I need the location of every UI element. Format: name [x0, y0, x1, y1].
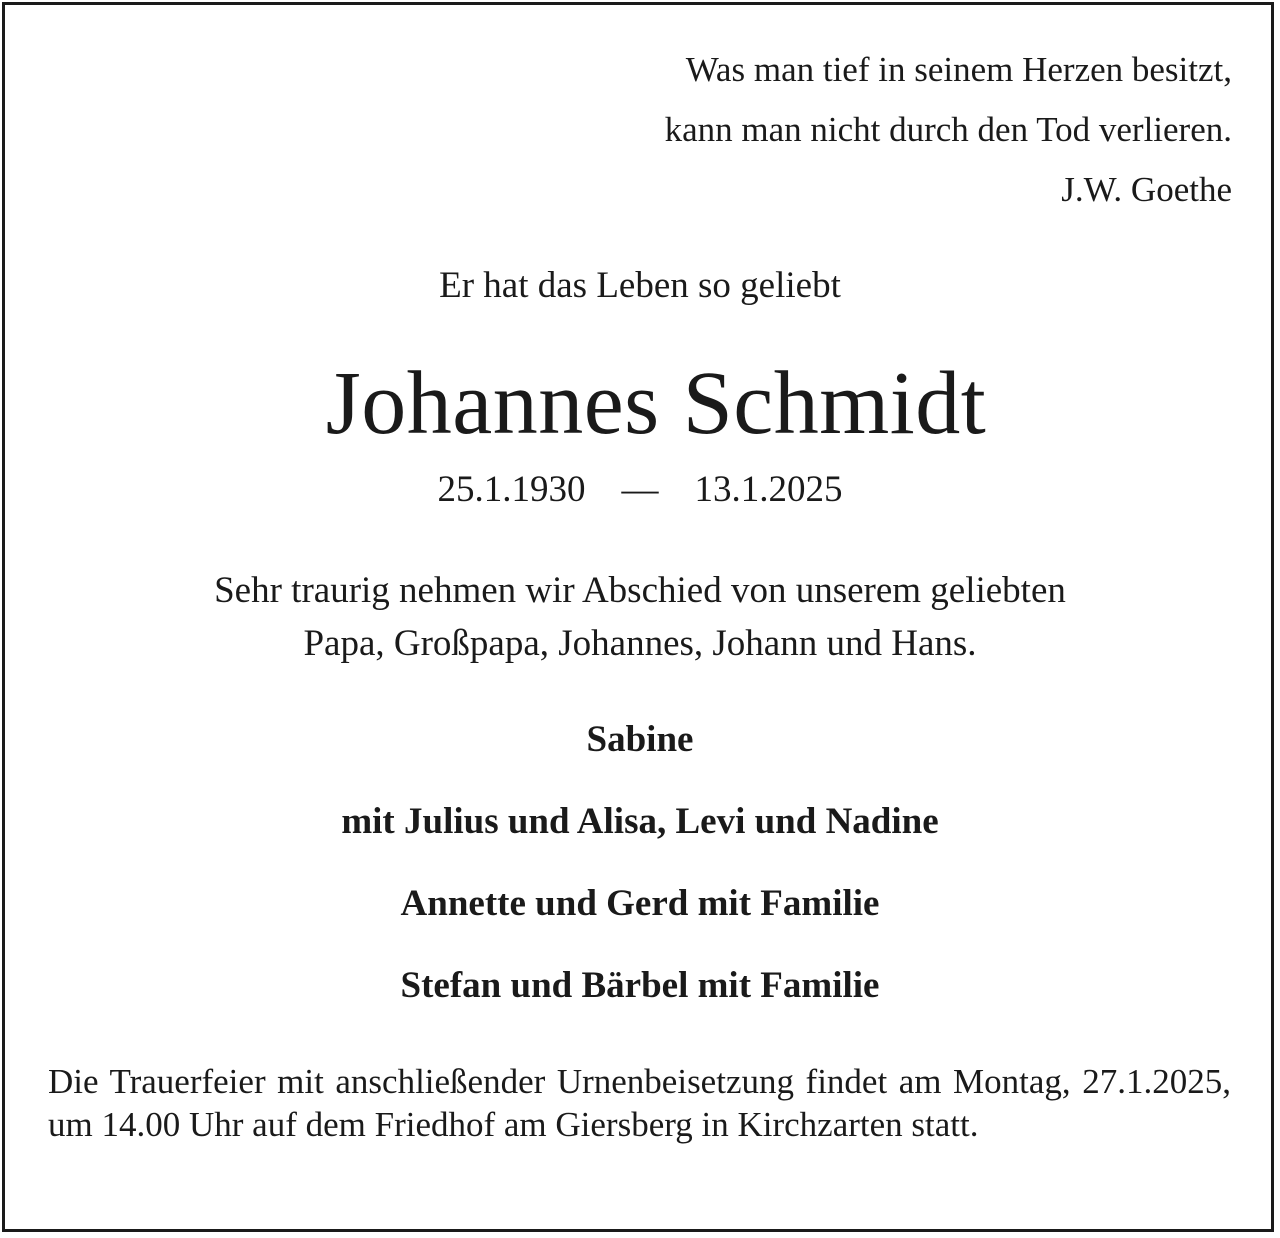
mourner-line-2: mit Julius und Alisa, Levi und Nadine: [341, 801, 939, 842]
birth-date: 25.1.1930: [437, 469, 586, 510]
deceased-name: Johannes Schmidt: [325, 354, 987, 453]
mourner-line-4: Stefan und Bärbel mit Familie: [400, 965, 880, 1006]
subtitle: Er hat das Leben so geliebt: [439, 265, 841, 306]
farewell-message: [0, 564, 1280, 670]
quote-line-1: Was man tief in seinem Herzen besitzt,: [685, 50, 1232, 89]
death-date: 13.1.2025: [694, 469, 843, 510]
funeral-notice: Die Trauerfeier mit anschließender Urnenbeisetzung findet am Montag, 27.1.2025, um 14.00 Uhr auf dem Friedhof am Giersberg in Kirchzarten statt.: [48, 1062, 1231, 1144]
mourner-line-3: Annette und Gerd mit Familie: [400, 883, 880, 924]
farewell-message-line-1: Sehr traurig nehmen wir Abschied von unserem geliebten: [214, 570, 1066, 611]
quote-line-2: kann man nicht durch den Tod verlieren.: [664, 110, 1232, 149]
life-dates: [0, 468, 1280, 511]
date-dash: —: [621, 469, 659, 510]
quote-author: J.W. Goethe: [1061, 170, 1232, 209]
farewell-message-line-2: Papa, Großpapa, Johannes, Johann und Hans.: [303, 623, 977, 664]
mourner-line-1: Sabine: [586, 719, 694, 760]
